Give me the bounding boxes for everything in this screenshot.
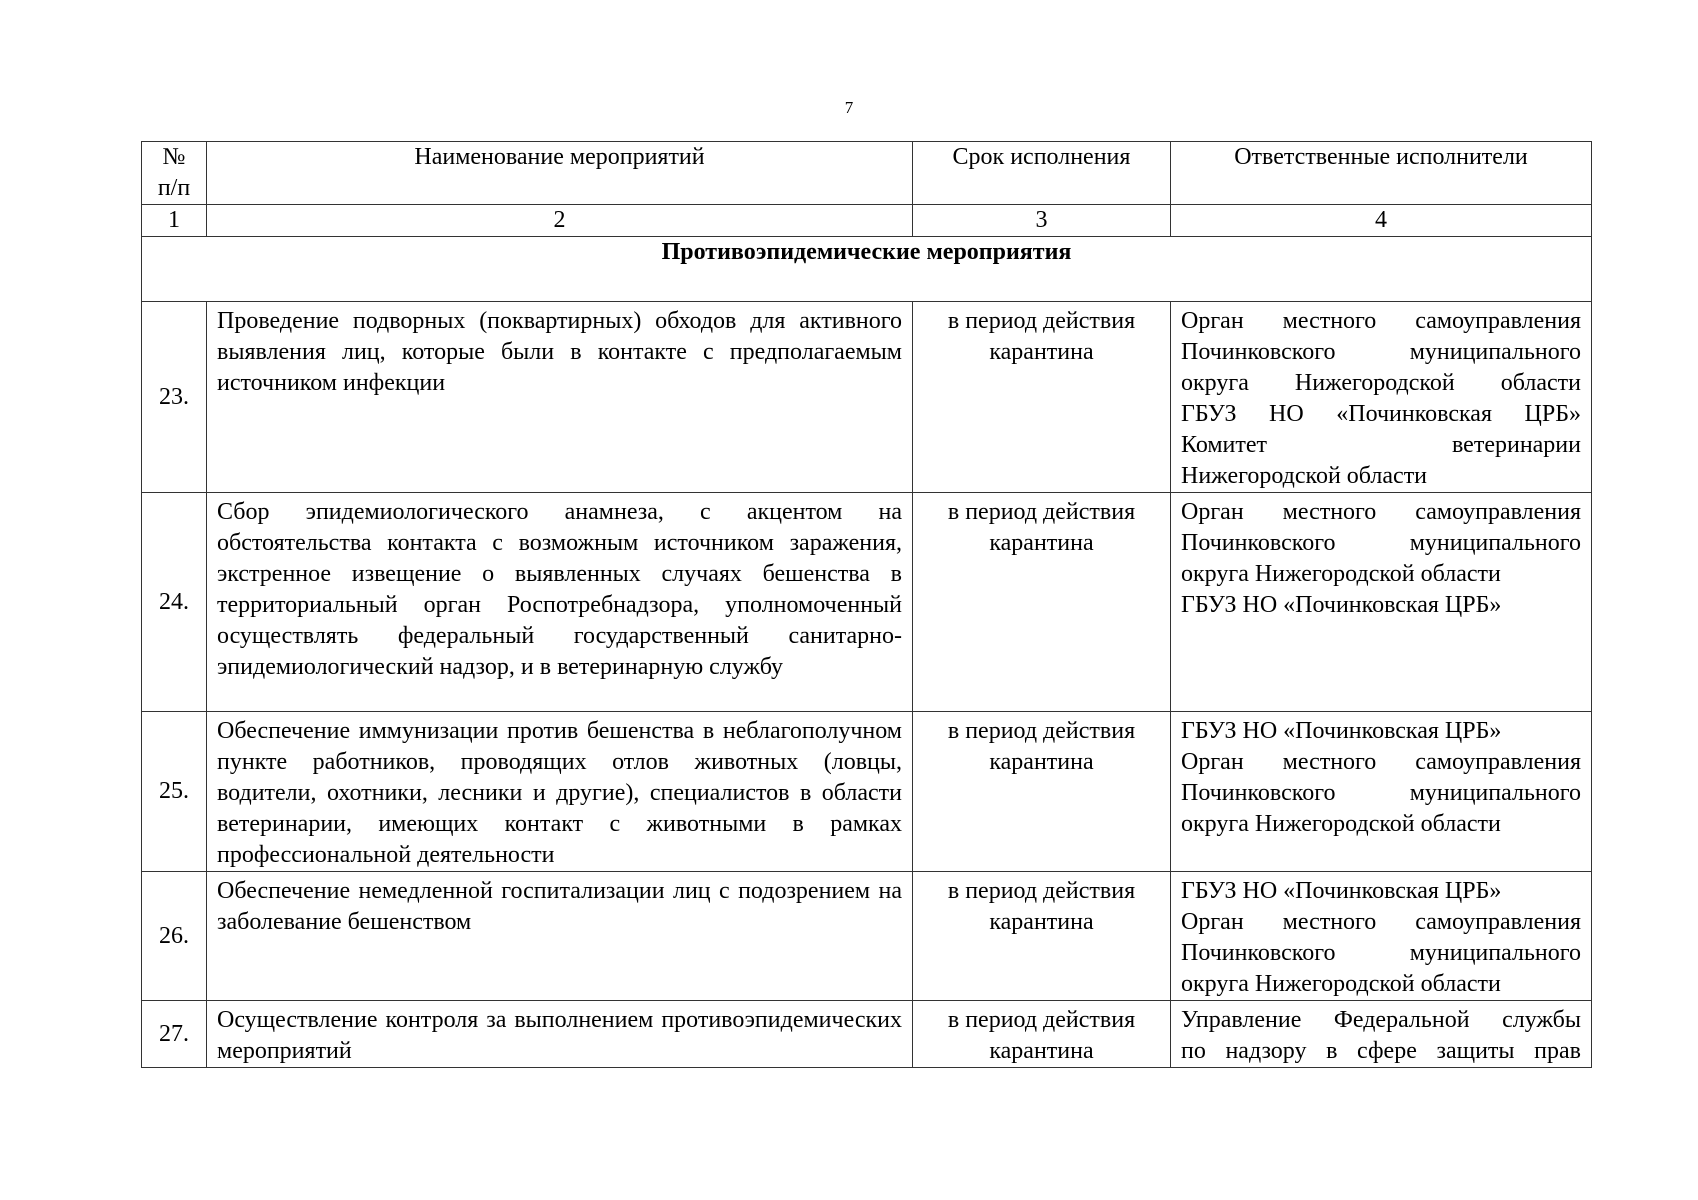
section-title: Противоэпидемические мероприятия	[142, 237, 1592, 302]
table-row	[142, 872, 1592, 1001]
row-responsible: Управление Федеральной службы по надзору в сфере защиты прав	[1171, 1001, 1592, 1068]
page-number: 7	[844, 98, 854, 117]
row-responsible: ГБУЗ НО «Починковская ЦРБ» Орган местного самоуправления Починковского муниципального округа Нижегородской области	[1171, 712, 1592, 872]
table-row	[142, 1001, 1592, 1068]
header-term: Срок исполнения	[913, 142, 1171, 205]
column-numbers-row	[142, 205, 1592, 237]
row-description: Обеспечение иммунизации против бешенства в неблагополучном пункте работников, проводящих отлов животных (ловцы, водители, охотники, лесники и другие), специалистов в области ветеринарии, имеющих контакт с животными в рамках профессиональной деятельности	[207, 712, 913, 872]
row-number: 27.	[142, 1001, 207, 1068]
row-number: 24.	[142, 493, 207, 712]
activities-table	[141, 141, 1592, 1068]
row-description: Обеспечение немедленной госпитализации лиц с подозрением на заболевание бешенством	[207, 872, 913, 1001]
row-term: в период действия карантина	[913, 1001, 1171, 1068]
row-number: 26.	[142, 872, 207, 1001]
header-num: № п/п	[142, 142, 207, 205]
table-row	[142, 712, 1592, 872]
row-term: в период действия карантина	[913, 872, 1171, 1001]
row-description: Проведение подворных (поквартирных) обходов для активного выявления лиц, которые были в контакте с предполагаемым источником инфекции	[207, 302, 913, 493]
row-term: в период действия карантина	[913, 712, 1171, 872]
row-term: в период действия карантина	[913, 493, 1171, 712]
column-number: 4	[1171, 205, 1592, 237]
row-responsible: ГБУЗ НО «Починковская ЦРБ» Орган местного самоуправления Починковского муниципального округа Нижегородской области	[1171, 872, 1592, 1001]
column-number: 2	[207, 205, 913, 237]
row-term: в период действия карантина	[913, 302, 1171, 493]
row-responsible: Орган местного самоуправления Починковского муниципального округа Нижегородской области ГБУЗ НО «Починковская ЦРБ» Комитет ветеринарии Нижегородской области	[1171, 302, 1592, 493]
row-number: 25.	[142, 712, 207, 872]
column-number: 3	[913, 205, 1171, 237]
row-number: 23.	[142, 302, 207, 493]
table-header-row	[142, 142, 1592, 205]
table-row	[142, 493, 1592, 712]
header-responsible: Ответственные исполнители	[1171, 142, 1592, 205]
table-row	[142, 302, 1592, 493]
section-row	[142, 237, 1592, 302]
row-description: Сбор эпидемиологического анамнеза, с акцентом на обстоятельства контакта с возможным источником заражения, экстренное извещение о выявленных случаях бешенства в территориальный орган Роспотребнадзора, уполномоченный осуществлять федеральный государственный санитарно-эпидемиологический надзор, и в ветеринарную службу	[207, 493, 913, 712]
row-responsible: Орган местного самоуправления Починковского муниципального округа Нижегородской области ГБУЗ НО «Починковская ЦРБ»	[1171, 493, 1592, 712]
column-number: 1	[142, 205, 207, 237]
row-description: Осуществление контроля за выполнением противоэпидемических мероприятий	[207, 1001, 913, 1068]
header-name: Наименование мероприятий	[207, 142, 913, 205]
